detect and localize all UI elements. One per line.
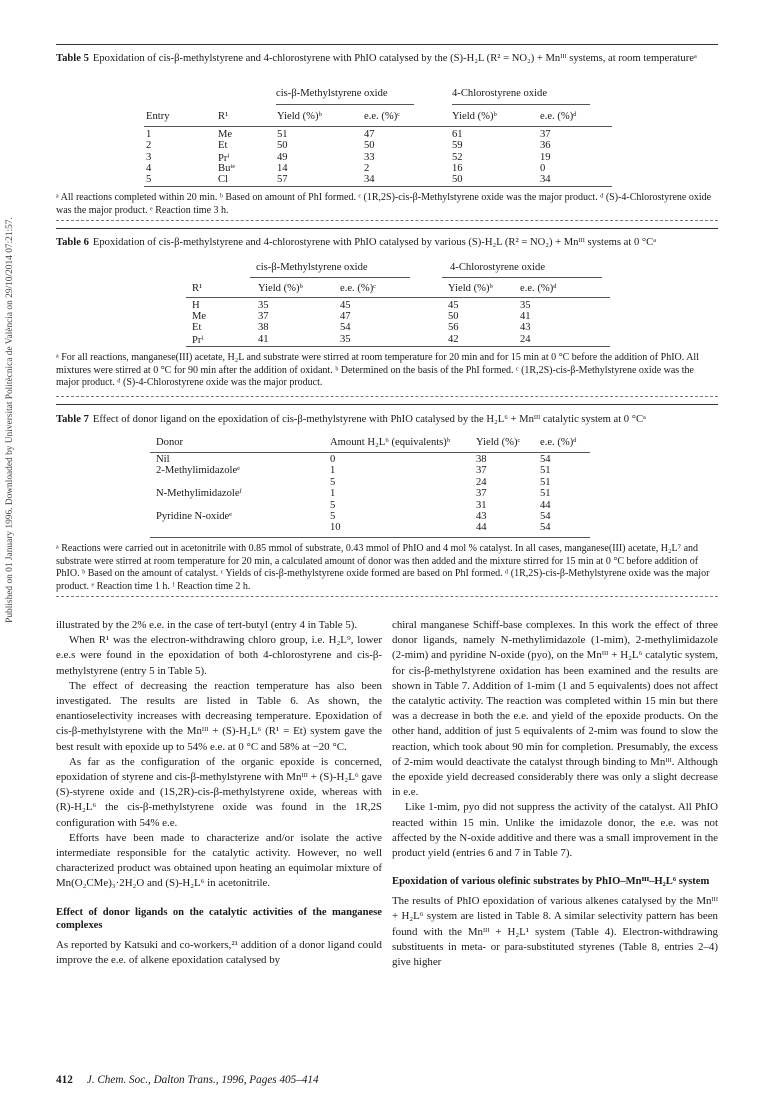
table5-header-rule [144, 126, 612, 127]
table-cell: Et [192, 322, 202, 334]
right-paragraph-3: The results of PhIO epoxidation of various alkenes catalysed by the Mnᴵᴵᴵ + H₂L⁶ system are listed in Table 8. A similar selectivity pattern has been found with the Mnᴵᴵᴵ + H₂L¹ system (Table 4). Electron-withdrawing substituents in meta- or para-substituted styrenes (Table 8, entries 2–4) give higher [392, 895, 718, 969]
table-cell: 44 [540, 499, 551, 511]
left-paragraph-4: As far as the configuration of the organic epoxide is concerned, epoxidation of styrene and cis-β-methylstyrene with Mnᴵᴵᴵ + (S)-H₂L⁶ gave (S)-styrene oxide and (1S,2R)-cis-β-methylstyrene oxide, whereas with (R)-H₂L⁶ the cis-β-methylstyrene oxide was found in the 1R,2S configuration with 54% e.e. [56, 755, 382, 829]
table7-header-rule [150, 452, 590, 453]
table-cell: 49 [277, 151, 288, 163]
table7-top-rule [56, 404, 718, 405]
table7-caption [56, 413, 718, 426]
table-cell: 54 [540, 522, 551, 534]
table5-caption [56, 52, 718, 65]
table-header-cell: Yield (%)ᶜ [476, 437, 521, 448]
table-cell: 51 [277, 129, 288, 140]
page-number: 412 [56, 1074, 73, 1086]
table-cell: 5 [330, 499, 336, 511]
table-cell: Nil [156, 454, 170, 465]
table5-caption-text: Epoxidation of cis-β-methylstyrene and 4-chlorostyrene with PhIO catalysed by the (S)-H₂L (R² = NO₂) + Mnᴵᴵᴵ systems, at room temperatureᵃ [92, 53, 697, 64]
table-cell: 37 [540, 129, 551, 140]
table-cell: Buᵗᵉ [218, 162, 236, 174]
table6-caption [56, 236, 718, 249]
table-header-cell: e.e. (%)ᶜ [340, 283, 376, 294]
table-cell: 3 [146, 151, 152, 163]
table-cell: N-Methylimidazoleᶠ [156, 488, 242, 500]
table-cell: Prⁱ [218, 152, 230, 164]
table-header-cell: e.e. (%)ᶜ [364, 111, 400, 122]
table5-group1: cis-β-Methylstyrene oxide [276, 88, 388, 99]
table-cell: 61 [452, 129, 463, 140]
table-cell: 47 [364, 129, 375, 140]
table-cell: 38 [258, 322, 269, 334]
table-cell: 37 [258, 311, 269, 323]
table7-notes: ᵃ Reactions were carried out in acetonitrile with 0.85 mmol of substrate, 0.43 mmol of PhIO and 4 mol % catalyst. In all cases, manganese(III) acetate, H₂L⁷ and substrate were stirred at room temperature for 20 min, a calculated amount of donor was then added and the mixture stirred for 15 min at 0 °C before addition of PhIO. ᵇ Based on the amount of catalyst. ᶜ Yields of cis-β-methylstyrene oxide formed are based on PhI formed. ᵈ (1R,2S)-cis-β-Methylstyrene oxide was the major product. ᵉ Reaction time 1 h. ᶠ Reaction time 2 h. [56, 543, 710, 592]
table-cell: 51 [540, 476, 551, 488]
table-cell: 19 [540, 151, 551, 163]
table-cell: 57 [277, 174, 288, 186]
table-cell: Me [218, 129, 233, 140]
table-cell: 50 [277, 140, 288, 152]
table6-group2: 4-Chlorostyrene oxide [450, 262, 546, 273]
table-cell: 14 [277, 162, 288, 174]
table-header-cell: Yield (%)ᵇ [258, 283, 303, 294]
table-cell: 45 [340, 300, 351, 311]
table-cell: 16 [452, 162, 463, 174]
table-cell: 31 [476, 499, 487, 511]
table-cell: 42 [448, 333, 459, 345]
table-cell: 51 [540, 488, 551, 500]
table5-top-rule [56, 44, 718, 45]
table-header-cell: e.e. (%)ᵈ [520, 283, 557, 294]
table5-bottom-rule [144, 186, 612, 187]
table-cell: 35 [340, 333, 351, 345]
right-column [392, 618, 718, 970]
table5-notes: ᵃ All reactions completed within 20 min. ᵇ Based on amount of PhI formed. ᶜ (1R,2S)-cis-β-Methylstyrene oxide was the major product. ᵈ (S)-4-Chlorostyrene oxide was the major product. ᵉ Reaction time 3 h. [56, 192, 712, 216]
left-paragraph-3: The effect of decreasing the reaction temperature has also been investigated. The results are listed in Table 6. As shown, the enantioselectivity increases with decreasing temperature. Epoxidation of cis-β-methylstyrene with the Mnᴵᴵᴵ + (S)-H₂L⁶ (R¹ = Et) system gave the best result with epoxide up to 54% e.e. at 0 °C and 58% at −20 °C. [56, 679, 382, 753]
table-cell: H [192, 300, 200, 311]
table-cell: 34 [540, 174, 551, 186]
table-cell: 59 [452, 140, 463, 152]
table-cell: 43 [520, 322, 531, 334]
table-cell: Cl [218, 174, 229, 186]
table-cell: 50 [364, 140, 375, 152]
table-cell: 0 [330, 454, 336, 465]
table6-group1: cis-β-Methylstyrene oxide [256, 262, 368, 273]
table6-group2-rule [442, 277, 602, 278]
table-cell: 47 [340, 311, 351, 323]
left-column [56, 618, 382, 968]
table6-header-rule [186, 297, 610, 298]
table-cell: 35 [520, 300, 531, 311]
table-cell: 33 [364, 151, 375, 163]
table-cell: 1 [146, 129, 152, 140]
table-cell: 5 [146, 174, 152, 186]
table5-group1-rule [276, 104, 414, 105]
table-cell: 1 [330, 488, 336, 500]
table-header-cell: e.e. (%)ᵈ [540, 111, 577, 122]
table7-bottom-rule [150, 537, 590, 538]
table-cell: 34 [364, 174, 375, 186]
table-cell: 54 [540, 454, 551, 465]
table-cell: 41 [258, 333, 269, 345]
table7-caption-text: Effect of donor ligand on the epoxidation of cis-β-methylstyrene with PhIO catalysed by the H₂L⁶ + Mnᴵᴵᴵ catalytic system at 0 °Cᵃ [92, 414, 646, 425]
table-cell: 36 [540, 140, 551, 152]
table-cell: 54 [540, 511, 551, 522]
table-header-cell: R¹ [218, 111, 229, 122]
table-header-cell: e.e. (%)ᵈ [540, 437, 577, 448]
table-cell: 45 [448, 300, 459, 311]
table-cell: 37 [476, 465, 487, 477]
table-cell: 1 [330, 465, 336, 477]
table-header-cell: Donor [156, 437, 184, 448]
table5-group2-rule [452, 104, 590, 105]
table5-label: Table 5 [56, 53, 89, 64]
table-cell: Me [192, 311, 207, 323]
left-paragraph-5: Efforts have been made to characterize and/or isolate the active intermediate responsible for the catalytic activity. However, no well characterized product was obtained upon heating an equimolar mixture of Mn(O₂CMe)₃·2H₂O and (S)-H₂L⁶ in acetonitrile. [56, 831, 382, 890]
table6-label: Table 6 [56, 237, 89, 248]
table6-group1-rule [250, 277, 410, 278]
left-paragraph-1: illustrated by the 2% e.e. in the case of tert-butyl (entry 4 in Table 5). [56, 619, 358, 631]
table6-end-rule [56, 396, 718, 397]
table-cell: 38 [476, 454, 487, 465]
table-cell: 5 [330, 511, 336, 522]
table-header-cell: R¹ [192, 283, 203, 294]
table-header-cell: Yield (%)ᵇ [277, 111, 322, 122]
left-paragraph-2: When R¹ was the electron-withdrawing chloro group, i.e. H₂L⁹, lower e.e.s were found in the epoxidation of both 4-chlorostyrene and cis-β-methylstyrene (entry 5 in Table 5). [56, 634, 382, 677]
table-cell: Et [218, 140, 228, 152]
watermark-text: Published on 01 January 1996. Downloaded by Universitat Politècnica de València on 29/10/2014 07:21:57. [5, 217, 15, 623]
table-cell: 37 [476, 488, 487, 500]
page-footer [56, 1074, 319, 1086]
table5-group2: 4-Chlorostyrene oxide [452, 88, 548, 99]
table-cell: 51 [540, 465, 551, 477]
journal-citation: J. Chem. Soc., Dalton Trans., 1996, Pages 405–414 [86, 1074, 319, 1086]
table6-caption-text: Epoxidation of cis-β-methylstyrene and 4-chlorostyrene with PhIO catalysed by various (S)-H₂L (R² = NO₂) + Mnᴵᴵᴵ systems at 0 °Cᵃ [92, 237, 657, 248]
table6-bottom-rule [186, 346, 610, 347]
table-cell: 35 [258, 300, 269, 311]
table-cell: 44 [476, 522, 487, 534]
table-header-cell: Yield (%)ᵇ [448, 283, 493, 294]
table-cell: 56 [448, 322, 459, 334]
table7-label: Table 7 [56, 414, 89, 425]
table-cell: 4 [146, 162, 152, 174]
table-cell: 54 [340, 322, 351, 334]
table-cell: 10 [330, 522, 341, 534]
table-cell: 0 [540, 162, 546, 174]
table-cell: 50 [448, 311, 459, 323]
table-cell: 43 [476, 511, 487, 522]
left-paragraph-6: As reported by Katsuki and co-workers,²¹ addition of a donor ligand could improve the e.e. of alkene epoxidation catalysed by [56, 938, 382, 966]
section-heading-substrates: Epoxidation of various olefinic substrates by PhIO–Mnᴵᴵᴵ–H₂L⁶ system [392, 876, 710, 888]
table-cell: 5 [330, 476, 336, 488]
table-cell: 24 [520, 333, 531, 345]
section-heading-donor-ligands: Effect of donor ligands on the catalytic activities of the manganese complexes [56, 906, 382, 931]
download-watermark [3, 160, 17, 680]
table-cell: Pyridine N-oxideᵉ [156, 511, 232, 522]
table-header-cell: Amount H₂L⁶ (equivalents)ᵇ [330, 437, 451, 448]
table6-notes: ᵃ For all reactions, manganese(III) acetate, H₂L and substrate were stirred at room temperature for 20 min and for 15 min at 0 °C before the addition of PhIO. All mixtures were stirred at 0 °C for 90 min after the addition of oxidant. ᵇ Determined on the basis of the PhI formed. ᶜ (1R,2S)-cis-β-Methylstyrene oxide was the major product. ᵈ (S)-4-Chlorostyrene oxide was the major product. [56, 352, 699, 388]
table-header-cell: Yield (%)ᵇ [452, 111, 497, 122]
right-paragraph-2: Like 1-mim, pyo did not suppress the activity of the catalyst. All PhIO reacted within 15 min. Unlike the imidazole donor, the e.e. was not affected by the N-oxide additive and there was a small improvement in the product yield (entries 6 and 7 in Table 7). [392, 801, 718, 860]
table-cell: 50 [452, 174, 463, 186]
table-cell: Prⁱ [192, 334, 204, 346]
table-cell: 2 [364, 162, 370, 174]
table6-top-rule [56, 228, 718, 229]
table-header-cell: Entry [146, 111, 170, 122]
table7-end-rule [56, 596, 718, 597]
table-cell: 2-Methylimidazoleᵉ [156, 465, 240, 477]
table-cell: 41 [520, 311, 531, 323]
table-cell: 52 [452, 151, 463, 163]
table-cell: 24 [476, 476, 487, 488]
right-paragraph-1: chiral manganese Schiff-base complexes. In this work the effect of three donor ligands, namely N-methylimidazole (1-mim), 2-methylimidazole (2-mim) and pyridine N-oxide (pyo), on the Mnᴵᴵᴵ + H₂L⁶ catalytic system, for cis-β-methylstyrene oxidation has been examined and the results are shown in Table 7. Addition of 1-mim (1 and 5 equivalents) does not affect the catalytic activity. The reaction was completed within 15 min but there was a decrease in both the e.e. and yield of the epoxide products. On the other hand, addition of just 5 equivalents of 2-mim was found to slow the reaction, which took about 90 min for completion. Presumably, the excess of 2-mim would deactivate the catalyst through binding to Mnᴵᴵᴵ. Although the epoxide yield decreased considerably there was only a slight decrease in e.e. [392, 619, 718, 799]
table-cell: 2 [146, 140, 152, 152]
table5-end-rule [56, 220, 718, 221]
